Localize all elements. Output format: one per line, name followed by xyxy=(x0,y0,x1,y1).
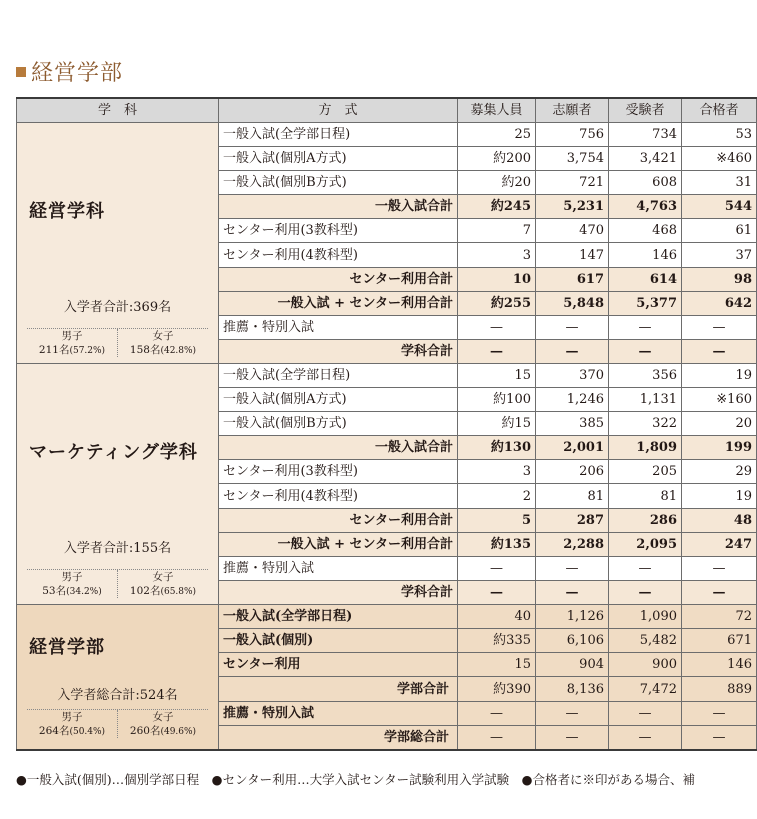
header-capacity: 募集人員 xyxy=(458,98,536,123)
gender-breakdown xyxy=(27,709,208,738)
method-label: 一般入試(個別A方式) xyxy=(219,388,458,412)
cell-examinees: — xyxy=(609,339,682,363)
cell-applicants: 206 xyxy=(536,460,609,484)
method-label: センター利用 xyxy=(219,653,458,677)
cell-examinees: — xyxy=(609,701,682,725)
cell-capacity: 3 xyxy=(458,243,536,267)
cell-passers: ※160 xyxy=(682,388,757,412)
header-method: 方 式 xyxy=(219,98,458,123)
cell-passers: — xyxy=(682,725,757,750)
cell-applicants: — xyxy=(536,556,609,580)
cell-capacity: 5 xyxy=(458,508,536,532)
cell-examinees: 468 xyxy=(609,219,682,243)
method-label: 学部合計 xyxy=(219,677,458,701)
cell-applicants: — xyxy=(536,315,609,339)
cell-capacity: — xyxy=(458,339,536,363)
cell-capacity: 25 xyxy=(458,123,536,147)
cell-examinees: 1,131 xyxy=(609,388,682,412)
cell-passers: 37 xyxy=(682,243,757,267)
method-label: 推薦・特別入試 xyxy=(219,701,458,725)
table-row xyxy=(17,605,757,629)
cell-passers: 19 xyxy=(682,484,757,508)
cell-capacity: — xyxy=(458,725,536,750)
cell-capacity: 10 xyxy=(458,267,536,291)
cell-capacity: 約15 xyxy=(458,412,536,436)
cell-examinees: 900 xyxy=(609,653,682,677)
cell-passers: 20 xyxy=(682,412,757,436)
cell-examinees: 1,809 xyxy=(609,436,682,460)
cell-examinees: 2,095 xyxy=(609,532,682,556)
department-cell xyxy=(17,364,219,605)
cell-passers: — xyxy=(682,580,757,604)
female-count: 女子 158名(42.8%) xyxy=(117,329,208,357)
cell-examinees: 286 xyxy=(609,508,682,532)
cell-passers: 72 xyxy=(682,605,757,629)
department-block-management xyxy=(17,123,757,364)
header-examinees: 受験者 xyxy=(609,98,682,123)
cell-examinees: — xyxy=(609,556,682,580)
cell-applicants: 756 xyxy=(536,123,609,147)
gender-breakdown xyxy=(27,569,208,598)
section-title: 経営学部 xyxy=(16,56,123,87)
table-header-row xyxy=(17,98,757,123)
cell-capacity: 約130 xyxy=(458,436,536,460)
admission-table xyxy=(16,97,757,751)
cell-passers: — xyxy=(682,556,757,580)
cell-applicants: 3,754 xyxy=(536,147,609,171)
cell-applicants: 8,136 xyxy=(536,677,609,701)
cell-examinees: 81 xyxy=(609,484,682,508)
cell-applicants: 2,288 xyxy=(536,532,609,556)
department-cell xyxy=(17,123,219,364)
method-label: センター利用合計 xyxy=(219,267,458,291)
method-label: 学科合計 xyxy=(219,339,458,363)
cell-capacity: 約200 xyxy=(458,147,536,171)
cell-capacity: 約245 xyxy=(458,195,536,219)
department-cell xyxy=(17,605,219,751)
method-label: センター利用(4教科型) xyxy=(219,484,458,508)
male-count: 男子 53名(34.2%) xyxy=(42,571,102,598)
cell-applicants: — xyxy=(536,701,609,725)
cell-examinees: 1,090 xyxy=(609,605,682,629)
method-label: 推薦・特別入試 xyxy=(219,556,458,580)
gender-breakdown xyxy=(27,328,208,357)
cell-applicants: 904 xyxy=(536,653,609,677)
cell-examinees: 7,472 xyxy=(609,677,682,701)
header-applicants: 志願者 xyxy=(536,98,609,123)
cell-applicants: 370 xyxy=(536,364,609,388)
cell-examinees: 3,421 xyxy=(609,147,682,171)
method-label: センター利用(3教科型) xyxy=(219,219,458,243)
cell-passers: 544 xyxy=(682,195,757,219)
cell-applicants: 2,001 xyxy=(536,436,609,460)
cell-capacity: — xyxy=(458,701,536,725)
cell-applicants: 617 xyxy=(536,267,609,291)
method-label: 一般入試 + センター利用合計 xyxy=(219,291,458,315)
cell-examinees: 608 xyxy=(609,171,682,195)
cell-passers: 889 xyxy=(682,677,757,701)
cell-capacity: — xyxy=(458,315,536,339)
cell-passers: 29 xyxy=(682,460,757,484)
cell-passers: 671 xyxy=(682,629,757,653)
cell-passers: — xyxy=(682,701,757,725)
cell-applicants: 385 xyxy=(536,412,609,436)
cell-passers: ※460 xyxy=(682,147,757,171)
cell-applicants: 470 xyxy=(536,219,609,243)
cell-applicants: 287 xyxy=(536,508,609,532)
cell-passers: 48 xyxy=(682,508,757,532)
faculty-block xyxy=(17,605,757,751)
method-label: 一般入試(全学部日程) xyxy=(219,605,458,629)
cell-applicants: 5,231 xyxy=(536,195,609,219)
cell-applicants: 5,848 xyxy=(536,291,609,315)
cell-passers: — xyxy=(682,315,757,339)
cell-examinees: 356 xyxy=(609,364,682,388)
department-block-marketing xyxy=(17,364,757,605)
method-label: 学部総合計 xyxy=(219,725,458,750)
method-label: 一般入試合計 xyxy=(219,436,458,460)
cell-passers: 642 xyxy=(682,291,757,315)
cell-applicants: 147 xyxy=(536,243,609,267)
footnote: ●一般入試(個別)…個別学部日程 ●センター利用…大学入試センター試験利用入学試験 ●合格者に※印がある場合、補 xyxy=(16,772,695,787)
cell-passers: 199 xyxy=(682,436,757,460)
cell-capacity: 40 xyxy=(458,605,536,629)
method-label: 一般入試合計 xyxy=(219,195,458,219)
cell-examinees: — xyxy=(609,725,682,750)
method-label: 推薦・特別入試 xyxy=(219,315,458,339)
table-row xyxy=(17,123,757,147)
cell-applicants: 1,126 xyxy=(536,605,609,629)
cell-examinees: 4,763 xyxy=(609,195,682,219)
method-label: 一般入試 + センター利用合計 xyxy=(219,532,458,556)
cell-capacity: 約255 xyxy=(458,291,536,315)
male-count: 男子 264名(50.4%) xyxy=(38,711,106,738)
method-label: センター利用(3教科型) xyxy=(219,460,458,484)
method-label: センター利用(4教科型) xyxy=(219,243,458,267)
cell-capacity: 2 xyxy=(458,484,536,508)
department-name: 経営学部 xyxy=(29,637,105,658)
cell-examinees: 614 xyxy=(609,267,682,291)
male-count: 男子 211名(57.2%) xyxy=(38,330,106,357)
cell-passers: 98 xyxy=(682,267,757,291)
method-label: 一般入試(個別A方式) xyxy=(219,147,458,171)
cell-applicants: — xyxy=(536,725,609,750)
cell-capacity: — xyxy=(458,580,536,604)
department-name: 経営学科 xyxy=(29,201,105,222)
female-count: 女子 102名(65.8%) xyxy=(117,570,208,598)
cell-examinees: 205 xyxy=(609,460,682,484)
cell-capacity: 3 xyxy=(458,460,536,484)
cell-capacity: 15 xyxy=(458,364,536,388)
square-bullet-icon xyxy=(16,67,26,77)
method-label: 一般入試(個別B方式) xyxy=(219,171,458,195)
cell-passers: 61 xyxy=(682,219,757,243)
cell-applicants: 1,246 xyxy=(536,388,609,412)
enrollment-total: 入学者合計:155名 xyxy=(63,541,172,556)
cell-applicants: — xyxy=(536,580,609,604)
cell-passers: 146 xyxy=(682,653,757,677)
header-passers: 合格者 xyxy=(682,98,757,123)
cell-applicants: 81 xyxy=(536,484,609,508)
cell-capacity: 15 xyxy=(458,653,536,677)
method-label: センター利用合計 xyxy=(219,508,458,532)
table-row xyxy=(17,364,757,388)
header-department: 学 科 xyxy=(17,98,219,123)
cell-examinees: — xyxy=(609,315,682,339)
cell-capacity: 約390 xyxy=(458,677,536,701)
department-name: マーケティング学科 xyxy=(29,442,198,463)
cell-passers: 247 xyxy=(682,532,757,556)
cell-examinees: 5,482 xyxy=(609,629,682,653)
cell-capacity: — xyxy=(458,556,536,580)
method-label: 一般入試(個別) xyxy=(219,629,458,653)
enrollment-total: 入学者総合計:524名 xyxy=(57,688,178,703)
method-label: 一般入試(全学部日程) xyxy=(219,123,458,147)
cell-capacity: 約100 xyxy=(458,388,536,412)
cell-applicants: — xyxy=(536,339,609,363)
cell-examinees: — xyxy=(609,580,682,604)
cell-capacity: 約335 xyxy=(458,629,536,653)
cell-examinees: 5,377 xyxy=(609,291,682,315)
method-label: 一般入試(個別B方式) xyxy=(219,412,458,436)
cell-capacity: 約20 xyxy=(458,171,536,195)
cell-applicants: 6,106 xyxy=(536,629,609,653)
cell-passers: 31 xyxy=(682,171,757,195)
method-label: 一般入試(全学部日程) xyxy=(219,364,458,388)
cell-capacity: 7 xyxy=(458,219,536,243)
cell-examinees: 734 xyxy=(609,123,682,147)
cell-passers: 53 xyxy=(682,123,757,147)
cell-applicants: 721 xyxy=(536,171,609,195)
cell-passers: — xyxy=(682,339,757,363)
method-label: 学科合計 xyxy=(219,580,458,604)
cell-passers: 19 xyxy=(682,364,757,388)
cell-examinees: 146 xyxy=(609,243,682,267)
female-count: 女子 260名(49.6%) xyxy=(117,710,208,738)
enrollment-total: 入学者合計:369名 xyxy=(63,300,172,315)
cell-capacity: 約135 xyxy=(458,532,536,556)
cell-examinees: 322 xyxy=(609,412,682,436)
